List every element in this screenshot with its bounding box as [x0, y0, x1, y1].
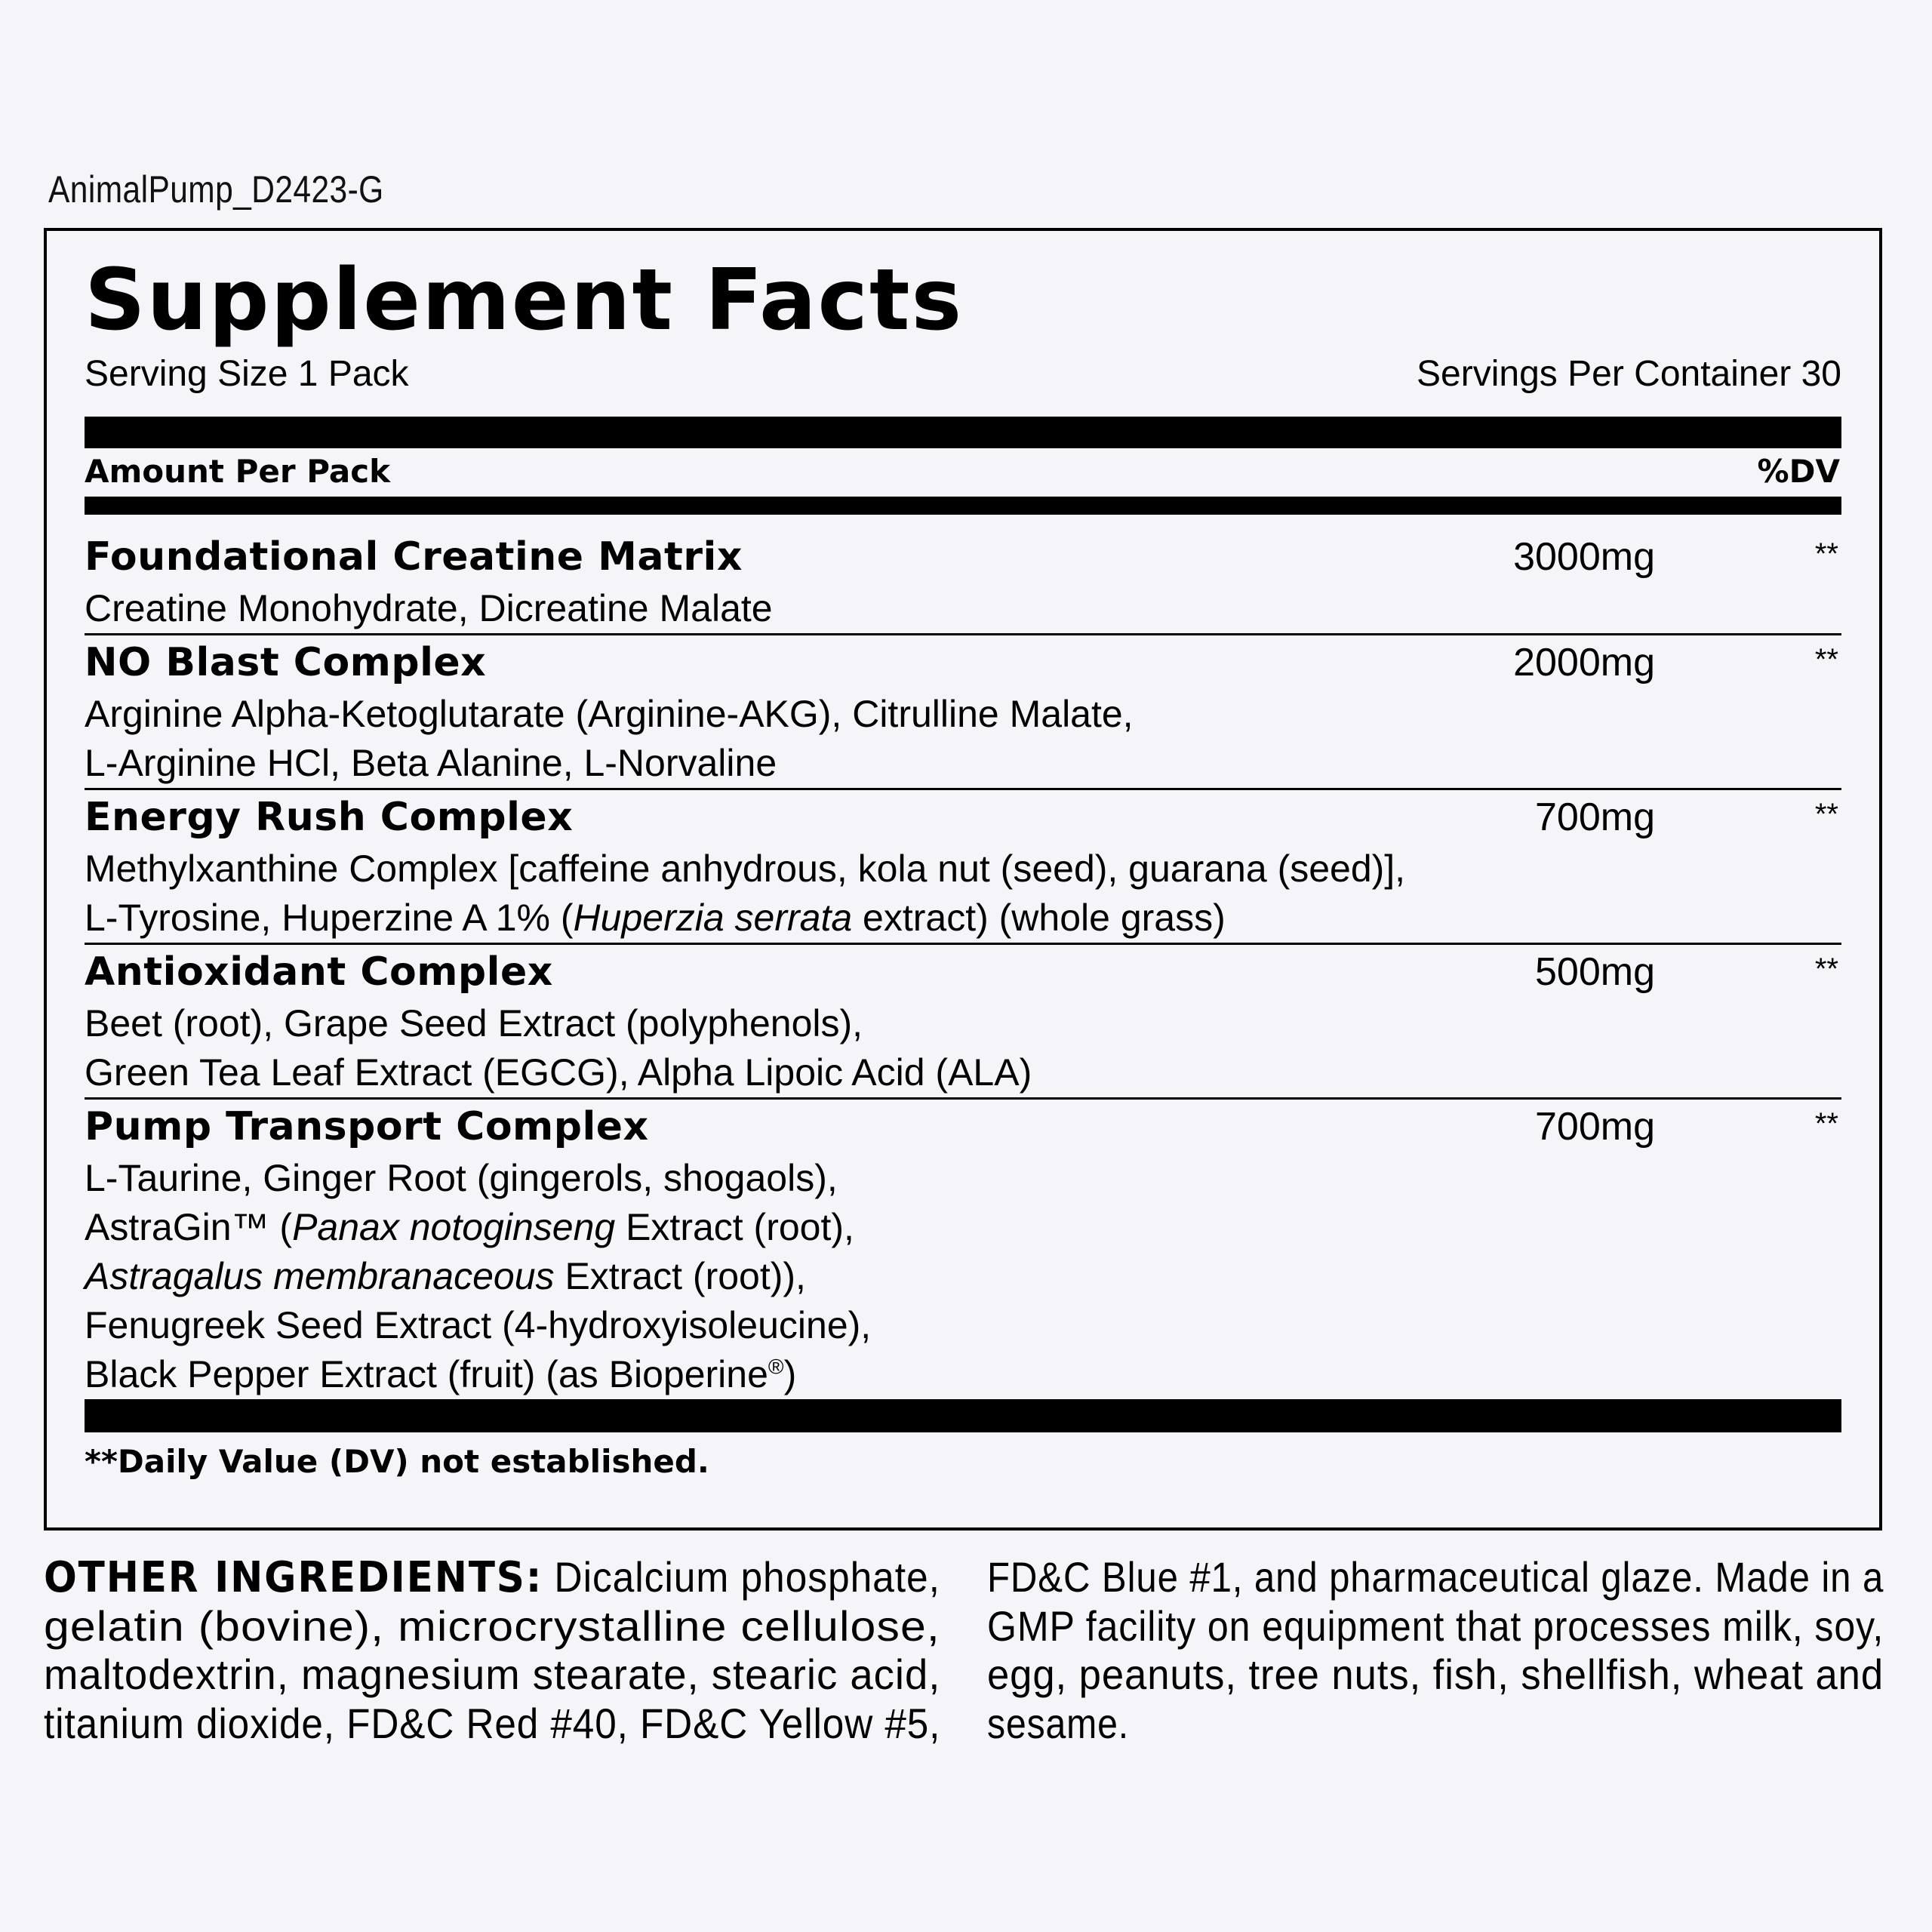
detail-text: Extract (root)), — [554, 1255, 806, 1297]
other-ingredients-column-1 — [44, 1553, 940, 1748]
ingredient-row — [85, 633, 1841, 788]
ingredient-detail-line — [85, 1252, 1841, 1301]
ingredient-detail-line — [85, 844, 1841, 894]
species-name: Panax notoginseng — [292, 1206, 616, 1248]
ingredient-row — [85, 530, 1841, 633]
ingredient-group-name: Pump Transport Complex — [85, 1104, 649, 1149]
ingredient-dv: ** — [1814, 798, 1838, 831]
other-ingredients-line — [987, 1553, 1884, 1602]
ingredient-amount: 700mg — [1535, 1105, 1655, 1149]
registered-mark: ® — [768, 1355, 784, 1379]
detail-text: Green Tea Leaf Extract (EGCG), Alpha Lipoic Acid (ALA) — [85, 1051, 1032, 1094]
amount-per-pack-header: Amount Per Pack — [85, 453, 391, 490]
divider-thick — [85, 417, 1841, 448]
ingredient-detail-line — [85, 1350, 1841, 1399]
detail-text: Methylxanthine Complex [caffeine anhydrous, kola nut (seed), guarana (seed)], — [85, 848, 1406, 890]
other-ingredients-line — [44, 1602, 940, 1651]
ingredient-group-name: NO Blast Complex — [85, 640, 487, 685]
other-ingredients-line — [987, 1602, 1884, 1651]
other-ingredients-line-text: FD&C Blue #1, and pharmaceutical glaze. Made in a — [987, 1553, 1884, 1601]
detail-text: Beet (root), Grape Seed Extract (polyphenols), — [85, 1002, 863, 1044]
ingredient-row — [85, 788, 1841, 943]
servings-per-container: Servings Per Container 30 — [1417, 354, 1841, 394]
other-ingredients-text — [987, 1651, 1884, 1700]
other-ingredients-line — [44, 1651, 940, 1700]
species-name: Huperzia serrata — [573, 897, 853, 939]
divider-medium — [85, 497, 1841, 515]
other-ingredients-line — [44, 1700, 940, 1749]
ingredient-dv: ** — [1814, 537, 1838, 571]
other-ingredients-line-text: egg, peanuts, tree nuts, fish, shellfish, wheat and — [987, 1651, 1884, 1698]
detail-text: Creatine Monohydrate, Dicreatine Malate — [85, 587, 773, 629]
ingredient-amount: 500mg — [1535, 950, 1655, 994]
ingredient-detail — [85, 1154, 1841, 1399]
detail-text: L-Arginine HCl, Beta Alanine, L-Norvaline — [85, 742, 777, 784]
ingredient-detail — [85, 690, 1841, 788]
ingredient-amount: 700mg — [1535, 795, 1655, 839]
ingredient-dv: ** — [1814, 952, 1838, 986]
ingredient-detail-line — [85, 894, 1841, 943]
other-ingredients-line-text: GMP facility on equipment that processes milk, soy, — [987, 1601, 1884, 1650]
ingredient-amount: 3000mg — [1513, 535, 1655, 579]
ingredient-detail-line — [85, 1048, 1841, 1097]
ingredient-detail-line — [85, 1154, 1841, 1203]
supplement-facts-panel — [44, 228, 1882, 1531]
detail-text: Black Pepper Extract (fruit) (as Bioperine — [85, 1353, 768, 1395]
other-ingredients-line-text: sesame. — [987, 1699, 1130, 1747]
ingredient-amount: 2000mg — [1513, 641, 1655, 685]
species-name: Astragalus membranaceous — [85, 1255, 555, 1297]
ingredient-dv: ** — [1814, 643, 1838, 676]
ingredient-dv: ** — [1814, 1107, 1838, 1140]
other-ingredients-text — [44, 1700, 940, 1749]
ingredient-detail — [85, 999, 1841, 1097]
ingredient-detail — [85, 844, 1841, 943]
other-ingredients-text — [987, 1700, 1129, 1749]
dv-header: %DV — [1757, 453, 1840, 490]
ingredient-detail-line — [85, 690, 1841, 739]
other-ingredients-heading: OTHER INGREDIENTS: — [44, 1553, 543, 1602]
panel-title: Supplement Facts — [85, 251, 964, 349]
detail-text: Fenugreek Seed Extract (4-hydroxyisoleucine), — [85, 1304, 872, 1346]
ingredient-group-name: Energy Rush Complex — [85, 795, 574, 840]
other-ingredients-line-text: maltodextrin, magnesium stearate, stearic acid, — [44, 1651, 941, 1698]
divider-bottom — [85, 1399, 1841, 1432]
ingredient-detail-line — [85, 584, 1841, 633]
serving-size: Serving Size 1 Pack — [85, 354, 409, 394]
ingredient-row — [85, 1097, 1841, 1399]
ingredient-row — [85, 943, 1841, 1097]
detail-text: ) — [783, 1353, 797, 1395]
ingredient-group-name: Foundational Creatine Matrix — [85, 534, 743, 580]
ingredient-detail — [85, 584, 1841, 633]
file-label: AnimalPump_D2423-G — [48, 168, 384, 211]
other-ingredients-line-text: gelatin (bovine), microcrystalline cellulose, — [44, 1601, 940, 1650]
other-ingredients-line — [987, 1700, 1884, 1749]
ingredient-detail-line — [85, 1203, 1841, 1252]
other-ingredients-text — [44, 1553, 940, 1603]
detail-text: extract) (whole grass) — [852, 897, 1226, 939]
other-ingredients-line-text: titanium dioxide, FD&C Red #40, FD&C Yellow #5, — [44, 1699, 941, 1747]
detail-text: Extract (root), — [615, 1206, 854, 1248]
other-ingredients-text — [987, 1602, 1884, 1651]
other-ingredients-line-text: Dicalcium phosphate, — [543, 1553, 940, 1601]
other-ingredients-line — [987, 1651, 1884, 1700]
other-ingredients-text — [44, 1602, 940, 1651]
ingredient-detail-line — [85, 999, 1841, 1048]
other-ingredients-text — [44, 1651, 940, 1700]
other-ingredients-line — [44, 1553, 940, 1602]
ingredient-rows — [85, 530, 1841, 1399]
other-ingredients-text — [987, 1553, 1884, 1602]
ingredient-detail-line — [85, 1301, 1841, 1350]
detail-text: L-Taurine, Ginger Root (gingerols, shogaols), — [85, 1157, 838, 1199]
detail-text: Arginine Alpha-Ketoglutarate (Arginine-AKG), Citrulline Malate, — [85, 693, 1134, 735]
detail-text: AstraGin™ ( — [85, 1206, 293, 1248]
detail-text: L-Tyrosine, Huperzine A 1% ( — [85, 897, 574, 939]
other-ingredients-column-2 — [987, 1553, 1884, 1748]
ingredient-detail-line — [85, 739, 1841, 788]
ingredient-group-name: Antioxidant Complex — [85, 949, 553, 995]
dv-footnote: **Daily Value (DV) not established. — [85, 1443, 709, 1480]
